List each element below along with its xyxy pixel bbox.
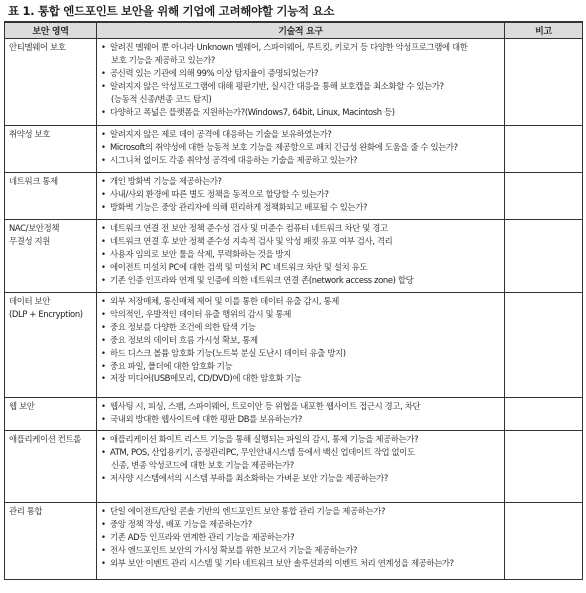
requirement-item bbox=[101, 54, 500, 67]
requirement-text: 단일 에이전트/단일 콘솔 기반의 엔드포인트 보안 통합 관리 기능을 제공하는가? bbox=[110, 506, 386, 516]
requirements-cell bbox=[97, 431, 505, 503]
table-header-row bbox=[5, 22, 583, 39]
bullet-icon: • bbox=[101, 401, 106, 411]
bullet-icon: • bbox=[101, 274, 106, 285]
security-area-cell: 네트워크 통제 bbox=[5, 173, 97, 220]
security-area-cell: 웹 보안 bbox=[5, 398, 97, 431]
requirement-item bbox=[101, 93, 500, 106]
requirement-item bbox=[101, 459, 500, 472]
requirement-item bbox=[101, 248, 500, 261]
requirement-text: 국내외 방대한 웹사이트에 대한 평판 DB를 보유하는가? bbox=[110, 413, 303, 424]
requirement-text: 신종, 변종 악성코드에 대한 보호 기능을 제공하는가? bbox=[111, 459, 294, 470]
requirement-item bbox=[101, 446, 500, 459]
requirement-text: 에이전트 미설치 PC에 대한 검색 및 미설치 PC 네트워크 차단 및 설치 유도 bbox=[110, 261, 368, 272]
table-row bbox=[5, 126, 583, 173]
bullet-icon: • bbox=[101, 360, 106, 371]
requirement-item bbox=[101, 141, 500, 154]
requirement-text: 알려지지 않은 악성프로그램에 대해 평판기반, 실시간 대응을 통해 보호캡을 최소화할 수 있는가? bbox=[110, 80, 444, 91]
bullet-icon: • bbox=[101, 261, 106, 272]
bullet-icon: • bbox=[101, 434, 106, 444]
requirements-cell bbox=[97, 398, 505, 431]
bullet-icon: • bbox=[101, 141, 106, 152]
requirement-item bbox=[101, 505, 500, 518]
requirement-item bbox=[101, 67, 500, 80]
bullet-icon: • bbox=[101, 557, 106, 568]
security-area-cell: 애플리케이션 컨트롤 bbox=[5, 431, 97, 503]
requirement-item bbox=[101, 154, 500, 167]
bullet-icon: • bbox=[101, 446, 106, 457]
header-requirements: 기술적 요구 bbox=[97, 22, 505, 39]
bullet-icon: • bbox=[101, 188, 106, 199]
bullet-icon: • bbox=[101, 308, 106, 319]
remarks-cell bbox=[505, 126, 583, 173]
requirement-item bbox=[101, 261, 500, 274]
bullet-icon: • bbox=[101, 42, 106, 52]
requirement-item bbox=[101, 372, 500, 385]
table-caption: 표 1. 통합 엔드포인트 보안을 위해 기업에 고려해야할 기능적 요소 bbox=[8, 4, 335, 18]
bullet-icon: • bbox=[101, 223, 106, 233]
requirements-cell bbox=[97, 293, 505, 398]
header-area: 보안 영역 bbox=[5, 22, 97, 39]
bullet-icon: • bbox=[101, 506, 106, 516]
bullet-icon: • bbox=[101, 129, 106, 139]
requirement-text: 네트워크 연결 후 보안 정책 준수성 지속적 검사 및 악성 패킷 유포 여부 검사, 격리 bbox=[110, 235, 393, 246]
requirement-item bbox=[101, 400, 500, 413]
requirement-text: 공신력 있는 기관에 의해 99% 이상 탐지율이 증명되었는가? bbox=[110, 67, 319, 78]
requirement-item bbox=[101, 334, 500, 347]
bullet-icon: • bbox=[101, 80, 106, 91]
requirement-item bbox=[101, 222, 500, 235]
requirement-item bbox=[101, 518, 500, 531]
requirement-text: 알려지지 않은 제로 데이 공격에 대응하는 기술을 보유하였는가? bbox=[110, 129, 332, 139]
table-row bbox=[5, 173, 583, 220]
requirement-item bbox=[101, 41, 500, 54]
requirement-item bbox=[101, 295, 500, 308]
bullet-icon: • bbox=[101, 176, 106, 186]
requirement-text: 애플리케이션 화이트 리스트 기능을 통해 실행되는 파일의 감시, 통제 기능을 제공하는가? bbox=[110, 434, 419, 444]
bullet-icon: • bbox=[101, 531, 106, 542]
bullet-icon: • bbox=[101, 235, 106, 246]
table-row bbox=[5, 503, 583, 580]
requirement-text: Microsoft의 취약성에 대한 능동적 보호 기능을 제공함으로 패치 긴급성 완화에 도움을 줄 수 있는가? bbox=[110, 141, 458, 152]
bullet-icon: • bbox=[101, 154, 106, 165]
requirement-text: 중요 파일, 폴더에 대한 암호화 기능 bbox=[110, 360, 233, 371]
requirement-text: 웹사팅 시, 피싱, 스팸, 스파이웨어, 트로이안 등 위협을 내포한 웹사이트 접근시 경고, 차단 bbox=[110, 401, 421, 411]
bullet-icon: • bbox=[101, 248, 106, 259]
requirement-item bbox=[101, 472, 500, 485]
remarks-cell bbox=[505, 431, 583, 503]
bullet-icon: • bbox=[101, 544, 106, 555]
requirement-item bbox=[101, 308, 500, 321]
requirement-item bbox=[101, 106, 500, 119]
bullet-icon: • bbox=[101, 373, 106, 384]
requirement-item bbox=[101, 413, 500, 426]
requirement-text: (능동적 신종/변종 코드 탐지) bbox=[111, 93, 212, 104]
requirement-item bbox=[101, 347, 500, 360]
bullet-icon: • bbox=[101, 472, 106, 483]
requirement-text: 하드 디스크 볼륨 암호화 기능(노트북 분실 도난시 데이터 유출 방지) bbox=[110, 347, 346, 358]
remarks-cell bbox=[505, 39, 583, 126]
remarks-cell bbox=[505, 173, 583, 220]
requirement-text: ATM, POS, 산업용키기, 공정관리PC, 무인안내시스템 등에서 백신 업데이트 작업 없이도 bbox=[110, 446, 415, 457]
bullet-icon: • bbox=[101, 334, 106, 345]
requirement-text: 보호 기능을 제공하고 있는가? bbox=[111, 54, 215, 65]
requirement-item bbox=[101, 274, 500, 287]
security-area-cell: 데이터 보안 (DLP + Encryption) bbox=[5, 293, 97, 398]
bullet-icon: • bbox=[101, 321, 106, 332]
requirement-item bbox=[101, 188, 500, 201]
remarks-cell bbox=[505, 293, 583, 398]
remarks-cell bbox=[505, 503, 583, 580]
security-area-cell: NAC/보안정책 무결성 지원 bbox=[5, 220, 97, 293]
requirement-item bbox=[101, 557, 500, 570]
requirement-text: 다양하고 폭넓은 플랫폼을 지원하는가?(Windows7, 64bit, Linux, Macintosh 등) bbox=[110, 106, 395, 117]
bullet-icon: • bbox=[101, 296, 106, 306]
requirement-text: 시그니처 없이도 각종 취약성 공격에 대응하는 기술을 제공하고 있는가? bbox=[110, 154, 358, 165]
bullet-icon: • bbox=[101, 201, 106, 212]
requirement-text: 중앙 정책 작성, 배포 기능을 제공하는가? bbox=[110, 518, 252, 529]
remarks-cell bbox=[505, 398, 583, 431]
requirement-text: 외부 저장매체, 통신매체 제어 및 이를 통한 데이터 유출 감시, 통제 bbox=[110, 296, 339, 306]
requirements-cell bbox=[97, 220, 505, 293]
requirement-item bbox=[101, 531, 500, 544]
remarks-cell bbox=[505, 220, 583, 293]
requirements-cell bbox=[97, 126, 505, 173]
table-row bbox=[5, 398, 583, 431]
requirement-text: 저사양 시스템에서의 시스템 부하를 최소화하는 가벼운 보안 기능을 제공하는가? bbox=[110, 472, 389, 483]
requirement-item bbox=[101, 175, 500, 188]
bullet-icon: • bbox=[101, 518, 106, 529]
requirements-cell bbox=[97, 39, 505, 126]
security-area-cell: 취약성 보호 bbox=[5, 126, 97, 173]
requirement-item bbox=[101, 201, 500, 214]
requirement-item bbox=[101, 128, 500, 141]
requirement-item bbox=[101, 360, 500, 373]
bullet-icon: • bbox=[101, 413, 106, 424]
requirement-text: 중요 정보를 다양한 조건에 의한 탐색 기능 bbox=[110, 321, 256, 332]
requirement-item bbox=[101, 235, 500, 248]
requirement-text: 사내/사외 환경에 따른 별도 정책을 동적으로 할당할 수 있는가? bbox=[110, 188, 329, 199]
requirement-text: 네트워크 연결 전 보안 정책 준수성 검사 및 미준수 컴퓨터 네트워크 차단 및 경고 bbox=[110, 223, 388, 233]
security-area-cell: 안티멜웨어 보호 bbox=[5, 39, 97, 126]
requirement-text: 사용자 임의로 보안 툴을 삭제, 무력화하는 것을 방지 bbox=[110, 248, 292, 259]
table-row bbox=[5, 431, 583, 503]
requirements-cell bbox=[97, 173, 505, 220]
bullet-icon: • bbox=[101, 347, 106, 358]
security-area-cell: 관리 통합 bbox=[5, 503, 97, 580]
requirement-text: 알려진 멜웨어 뿐 아니라 Unknown 멜웨어, 스파이웨어, 루트킷, 키로거 등 다양한 악성프로그램에 대한 bbox=[110, 42, 468, 52]
table-row bbox=[5, 293, 583, 398]
requirement-text: 중요 정보의 데이터 흐름 가시성 확보, 통제 bbox=[110, 334, 258, 345]
requirement-item bbox=[101, 80, 500, 93]
requirement-text: 기존 인증 인프라와 연계 및 인증에 의한 네트워크 연결 존(network access zone) 할당 bbox=[110, 274, 414, 285]
bullet-icon: • bbox=[101, 106, 106, 117]
requirements-table bbox=[4, 21, 583, 580]
requirement-text: 악의적인, 우발적인 데이터 유출 행위의 감시 및 통제 bbox=[110, 308, 292, 319]
requirement-text: 전사 엔드포인트 보안의 가시성 확보를 위한 보고서 기능을 제공하는가? bbox=[110, 544, 358, 555]
requirements-cell bbox=[97, 503, 505, 580]
requirement-text: 개인 방화벽 기능을 제공하는가? bbox=[110, 176, 222, 186]
requirement-item bbox=[101, 433, 500, 446]
requirement-text: 외부 보안 이벤트 관리 시스템 및 기타 네트워크 보안 솔루션과의 이벤트 처리 연계성을 제공하는가? bbox=[110, 557, 454, 568]
requirement-item bbox=[101, 321, 500, 334]
table-row bbox=[5, 220, 583, 293]
bullet-icon: • bbox=[101, 67, 106, 78]
requirement-text: 기존 AD등 인프라와 연계한 관리 기능을 제공하는가? bbox=[110, 531, 295, 542]
requirement-text: 저장 미디어(USB메모리, CD/DVD)에 대한 암호화 기능 bbox=[110, 373, 302, 384]
table-body bbox=[5, 39, 583, 580]
header-remarks: 비고 bbox=[505, 22, 583, 39]
requirement-item bbox=[101, 544, 500, 557]
requirement-text: 방화벽 기능은 중앙 관리자에 의해 편리하게 정책화되고 배포될 수 있는가? bbox=[110, 201, 368, 212]
table-row bbox=[5, 39, 583, 126]
